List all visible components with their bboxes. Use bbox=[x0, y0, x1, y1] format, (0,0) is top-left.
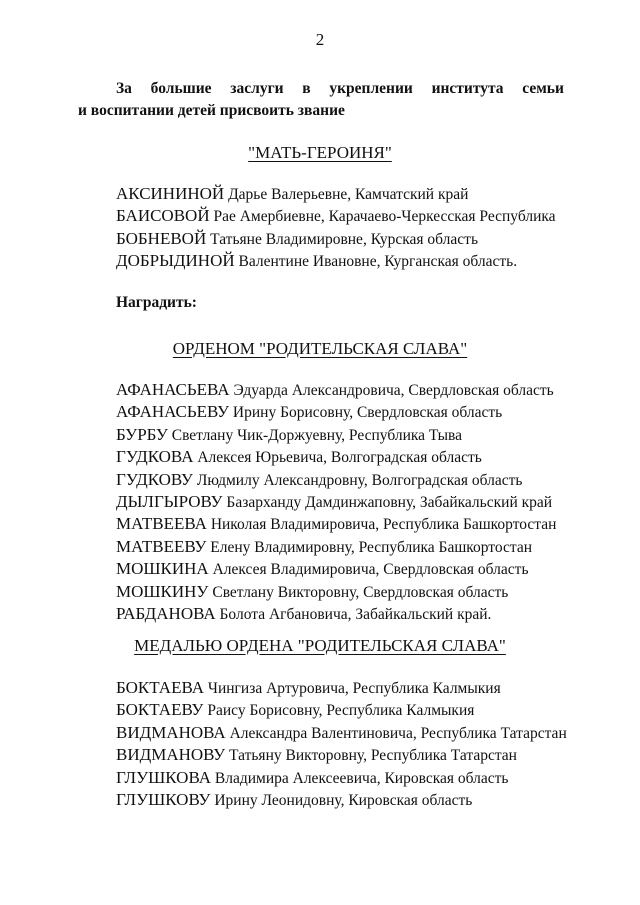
recipient-surname: МОШКИНА bbox=[116, 559, 209, 579]
list-item bbox=[116, 558, 556, 580]
recipient-surname: МОШКИНУ bbox=[116, 581, 209, 601]
recipient-surname: АФАНАСЬЕВА bbox=[116, 380, 230, 399]
recipient-surname: АКСИНИНОЙ bbox=[116, 184, 225, 203]
decree-intro bbox=[78, 78, 564, 122]
intro-word: большие bbox=[150, 80, 212, 97]
list-item bbox=[116, 789, 567, 811]
intro-word: заслуги bbox=[230, 80, 284, 97]
recipient-surname: ГЛУШКОВА bbox=[116, 767, 212, 787]
hero-title: "МАТЬ-ГЕРОИНЯ" bbox=[248, 143, 392, 162]
list-item bbox=[116, 183, 556, 205]
list-item bbox=[116, 744, 567, 766]
recipient-surname: ВИДМАНОВА bbox=[116, 722, 226, 742]
list-item bbox=[116, 699, 567, 721]
intro-word: укреплении bbox=[329, 80, 413, 97]
recipient-details: Раису Борисовну, Республика Калмыкия bbox=[203, 702, 475, 720]
recipient-surname: БУРБУ bbox=[116, 424, 168, 444]
recipient-surname: ДЫЛГЫРОВУ bbox=[116, 492, 223, 512]
recipient-surname: ВИДМАНОВУ bbox=[116, 745, 226, 765]
recipient-details: Валентине Ивановне, Курганская область. bbox=[234, 253, 518, 271]
list-item bbox=[116, 469, 556, 491]
recipient-surname: БОБНЕВОЙ bbox=[116, 228, 207, 248]
recipient-details: Светлану Викторовну, Свердловская область bbox=[208, 583, 509, 601]
intro-line-2: и воспитании детей присвоить звание bbox=[78, 102, 345, 119]
recipient-details: Базарханду Дамдинжаповну, Забайкальский край bbox=[222, 494, 553, 512]
award-heading: Наградить: bbox=[116, 294, 197, 311]
recipient-details: Елену Владимировну, Республика Башкортостан bbox=[206, 538, 533, 556]
medal-list bbox=[116, 677, 567, 811]
recipient-details: Дарье Валерьевне, Камчатский край bbox=[224, 186, 469, 203]
recipient-surname: ГЛУШКОВУ bbox=[116, 790, 211, 810]
recipient-details: Чингиза Артуровича, Республика Калмыкия bbox=[204, 680, 501, 697]
recipient-surname: БОКТАЕВУ bbox=[116, 700, 204, 720]
recipient-surname: ДОБРЫДИНОЙ bbox=[116, 251, 235, 271]
recipient-details: Людмилу Александровну, Волгоградская область bbox=[192, 471, 523, 489]
list-item bbox=[116, 424, 556, 446]
recipient-details: Владимира Алексеевича, Кировская область bbox=[211, 769, 509, 787]
list-item bbox=[116, 581, 556, 603]
list-item bbox=[116, 491, 556, 513]
recipient-details: Ирину Борисовну, Свердловская область bbox=[229, 404, 503, 422]
order-list bbox=[116, 379, 556, 625]
recipient-surname: РАБДАНОВА bbox=[116, 604, 216, 624]
list-item bbox=[116, 250, 556, 272]
hero-list bbox=[116, 183, 556, 273]
intro-word: в bbox=[302, 80, 311, 97]
list-item bbox=[116, 536, 556, 558]
recipient-details: Эдуарда Александровича, Свердловская область bbox=[229, 382, 554, 399]
list-item bbox=[116, 379, 556, 401]
intro-line-1 bbox=[78, 78, 564, 100]
recipient-surname: БОКТАЕВА bbox=[116, 678, 205, 697]
intro-word: За bbox=[116, 80, 132, 97]
recipient-surname: МАТВЕЕВА bbox=[116, 514, 207, 534]
list-item bbox=[116, 446, 556, 468]
recipient-details: Светлану Чик-Доржуевну, Республика Тыва bbox=[167, 426, 463, 444]
recipient-details: Алексея Владимировича, Свердловская область bbox=[208, 561, 529, 579]
recipient-details: Алексея Юрьевича, Волгоградская область bbox=[193, 449, 482, 467]
page-number: 2 bbox=[315, 30, 325, 49]
recipient-details: Татьяну Викторовну, Республика Татарстан bbox=[225, 747, 517, 765]
recipient-surname: ГУДКОВА bbox=[116, 447, 194, 467]
recipient-details: Татьяне Владимировне, Курская область bbox=[206, 230, 479, 248]
medal-title: МЕДАЛЬЮ ОРДЕНА "РОДИТЕЛЬСКАЯ СЛАВА" bbox=[134, 636, 506, 655]
recipient-details: Болота Агбановича, Забайкальский край. bbox=[215, 606, 492, 624]
list-item bbox=[116, 513, 556, 535]
list-item bbox=[116, 677, 567, 699]
recipient-details: Александра Валентиновича, Республика Татарстан bbox=[225, 724, 567, 742]
recipient-details: Николая Владимировича, Республика Башкортостан bbox=[206, 516, 557, 534]
list-item bbox=[116, 722, 567, 744]
list-item bbox=[116, 205, 556, 227]
intro-word: семьи bbox=[522, 80, 564, 97]
list-item bbox=[116, 228, 556, 250]
recipient-details: Ирину Леонидовну, Кировская область bbox=[210, 792, 473, 810]
recipient-surname: МАТВЕЕВУ bbox=[116, 536, 207, 556]
recipient-surname: ГУДКОВУ bbox=[116, 469, 193, 489]
order-title: ОРДЕНОМ "РОДИТЕЛЬСКАЯ СЛАВА" bbox=[172, 339, 468, 358]
list-item bbox=[116, 603, 556, 625]
list-item bbox=[116, 401, 556, 423]
recipient-details: Рае Амербиевне, Карачаево-Черкесская Республика bbox=[209, 208, 556, 226]
list-item bbox=[116, 767, 567, 789]
recipient-surname: БАИСОВОЙ bbox=[116, 206, 210, 226]
intro-word: института bbox=[431, 80, 504, 97]
recipient-surname: АФАНАСЬЕВУ bbox=[116, 402, 230, 422]
